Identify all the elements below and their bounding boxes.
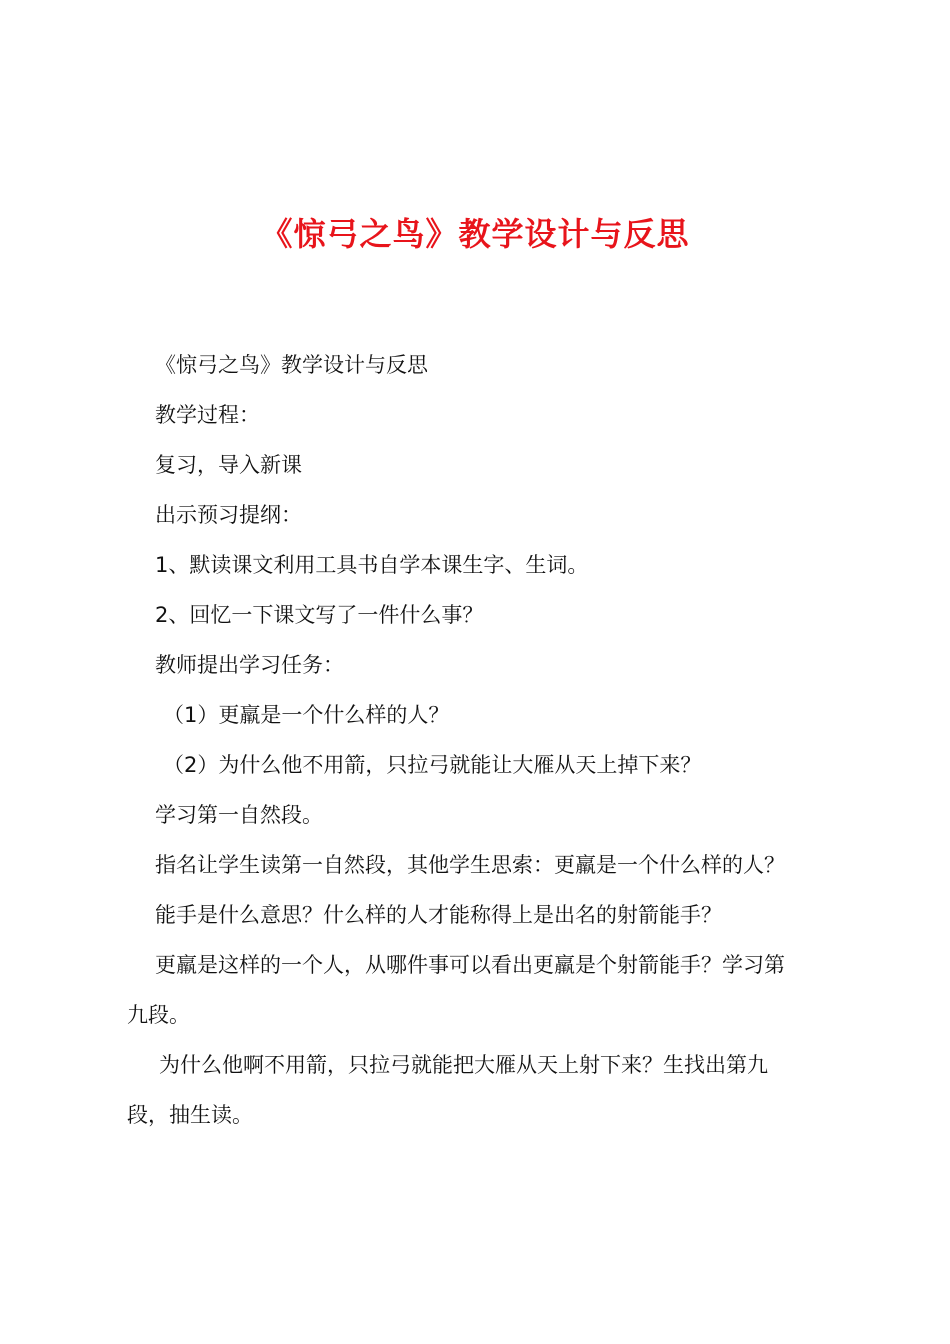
paragraph-line: 能手是什么意思？什么样的人才能称得上是出名的射箭能手？ (155, 903, 722, 927)
paragraph-line: （2）为什么他不用箭，只拉弓就能让大雁从天上掉下来？ (163, 753, 702, 777)
document-body (127, 340, 837, 1140)
paragraph-line: 教师提出学习任务： (155, 653, 344, 677)
paragraph-line: 学习第一自然段。 (155, 803, 323, 827)
paragraph-line: 为什么他啊不用箭，只拉弓就能把大雁从天上射下来？生找出第九 (159, 1053, 768, 1077)
document-title: 《惊弓之鸟》教学设计与反思 (260, 215, 690, 253)
paragraph-line: 段，抽生读。 (127, 1103, 253, 1127)
paragraph-line: 九段。 (127, 1003, 190, 1027)
paragraph-line: 1、默读课文利用工具书自学本课生字、生词。 (155, 553, 589, 577)
paragraph-line: 2、回忆一下课文写了一件什么事？ (155, 603, 484, 627)
paragraph-line: 出示预习提纲： (155, 503, 302, 527)
paragraph-line: 教学过程： (155, 403, 260, 427)
paragraph-line: 更羸是这样的一个人，从哪件事可以看出更羸是个射箭能手？学习第 (155, 953, 785, 977)
paragraph-line: 指名让学生读第一自然段，其他学生思索：更羸是一个什么样的人？ (155, 853, 785, 877)
paragraph-line: 《惊弓之鸟》教学设计与反思 (155, 353, 428, 377)
paragraph-line: 复习，导入新课 (155, 453, 302, 477)
paragraph-line: （1）更羸是一个什么样的人？ (163, 703, 450, 727)
